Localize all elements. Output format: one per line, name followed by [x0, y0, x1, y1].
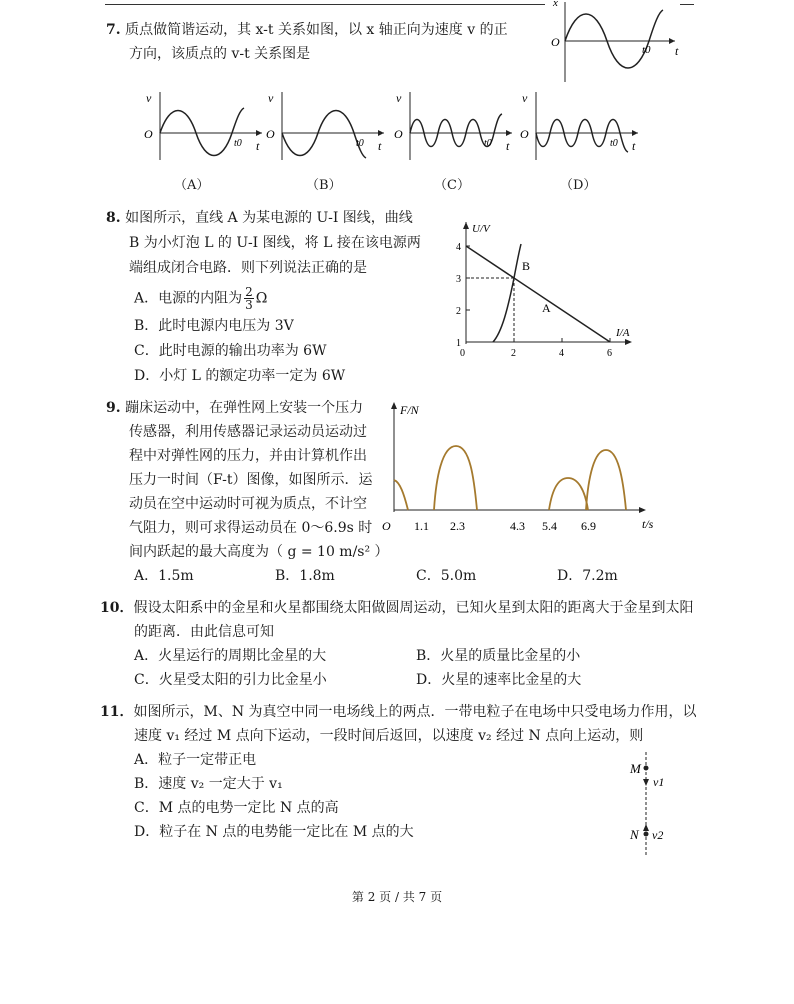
- q8-label-b: B: [522, 259, 531, 273]
- q11-label-v1: v1: [653, 775, 665, 789]
- q9-line3: 程中对弹性网的压力，并由计算机作出: [129, 448, 367, 464]
- q11-option-a: A．粒子一定带正电: [134, 752, 257, 768]
- q9-option-d: D．7.2m: [557, 568, 618, 584]
- q8-option-d: D．小灯 L 的额定功率一定为 6W: [134, 368, 346, 384]
- q8-option-a-unit: Ω: [255, 290, 268, 307]
- q7-opt-a-yaxis: v: [146, 91, 152, 105]
- q9-option-b: B．1.8m: [275, 568, 335, 584]
- q7-number: 7.: [106, 22, 121, 38]
- q7-opt-b-yaxis: v: [268, 91, 274, 105]
- q9-line6: 气阻力，则可求得运动员在 0～6.9s 时: [129, 520, 373, 536]
- q11-label-v2: v2: [652, 828, 664, 842]
- q8-option-a: [134, 286, 267, 311]
- q7-xt-graph: [545, 0, 685, 84]
- q9-text-1: 蹦床运动中，在弹性网上安装一个压力: [125, 400, 364, 416]
- q8-line2: B 为小灯泡 L 的 U-I 图线，将 L 接在该电源两: [129, 235, 421, 251]
- q7-opt-c-xaxis: t: [506, 139, 510, 153]
- q8-ytick-4: 4: [456, 242, 461, 253]
- q11-line2: 速度 v₁ 经过 M 点向下运动，一段时间后返回，以速度 v₂ 经过 N 点向上运动，则: [134, 728, 644, 744]
- q8-option-a-text: A．电源的内阻为: [134, 290, 243, 307]
- q8-graph-xaxis: I/A: [616, 327, 630, 339]
- q7-text-1: 质点做简谐运动，其 x-t 关系如图，以 x 轴正向为速度 v 的正: [125, 22, 508, 38]
- q9-option-c: C．5.0m: [416, 568, 477, 584]
- q9-xtick-2: 2.3: [450, 519, 465, 533]
- q9-graph-origin: O: [382, 519, 391, 533]
- q7-main-xaxis: t: [675, 44, 679, 58]
- q9-line5: 动员在空中运动时可视为质点，不计空: [129, 496, 367, 512]
- q11-label-m: M: [630, 761, 641, 776]
- q11-option-c: C．M 点的电势一定比 N 点的高: [134, 800, 339, 816]
- q7-option-label-a: （A）: [174, 178, 210, 193]
- page-footer: 第 2 页 / 共 7 页: [351, 890, 443, 904]
- q7-option-label-d: （D）: [560, 178, 597, 193]
- q9-line2: 传感器，利用传感器记录运动员运动过: [129, 424, 367, 440]
- q8-ytick-1: 1: [456, 338, 461, 349]
- q7-opt-d-mark: t0: [610, 138, 618, 149]
- q8-option-c: C．此时电源的输出功率为 6W: [134, 343, 327, 359]
- q8-number: 8.: [106, 210, 121, 226]
- q9-force-arch-3: [586, 450, 626, 510]
- q8-graph-yaxis: U/V: [472, 223, 490, 235]
- q7-main-yaxis: x: [553, 0, 558, 9]
- q11-option-b: B．速度 v₂ 一定大于 v₁: [134, 776, 283, 792]
- q9-graph-xaxis: t/s: [642, 517, 654, 531]
- q8-ytick-3: 3: [456, 274, 461, 285]
- q9-xtick-3: 4.3: [510, 519, 525, 533]
- q8-xtick-2: 2: [511, 348, 516, 359]
- q10-option-d: D．火星的速率比金星的大: [416, 672, 582, 688]
- q7-main-origin: O: [551, 35, 560, 49]
- q8-ytick-2: 2: [456, 306, 461, 317]
- q7-opt-b-xaxis: t: [378, 139, 382, 153]
- q9-number: 9.: [106, 400, 121, 416]
- q9-xtick-1: 1.1: [414, 519, 429, 533]
- q10-line1: [100, 596, 693, 620]
- q9-line7: 间内跃起的最大高度为（ g = 10 m/s² ）: [129, 544, 389, 560]
- q7-option-graph-b: [262, 88, 387, 162]
- q11-line1: [100, 700, 697, 724]
- q8-xtick-6: 6: [607, 348, 612, 359]
- q11-field-line-figure: [620, 748, 680, 858]
- q7-line2: 方向，该质点的 v-t 关系图是: [129, 46, 311, 62]
- q7-opt-d-xaxis: t: [632, 139, 636, 153]
- q7-option-label-c: （C）: [434, 178, 470, 193]
- q9-option-a: A．1.5m: [134, 568, 194, 584]
- top-rule: [105, 4, 545, 5]
- q8-ui-graph: [452, 218, 642, 362]
- q7-option-graph-d: [516, 88, 641, 162]
- q8-label-a: A: [542, 301, 551, 315]
- q8-line3: 端组成闭合电路．则下列说法正确的是: [129, 260, 367, 276]
- q8-line1: [106, 206, 413, 230]
- q8-option-a-fraction: [244, 286, 254, 311]
- q9-xtick-4: 5.4: [542, 519, 557, 533]
- q7-opt-a-origin: O: [144, 127, 153, 141]
- q10-text-1: 假设太阳系中的金星和火星都围绕太阳做圆周运动，已知火星到太阳的距离大于金星到太阳: [133, 600, 694, 616]
- q8-frac-num: 2: [245, 285, 253, 299]
- q10-option-c: C．火星受太阳的引力比金星小: [134, 672, 327, 688]
- q7-opt-d-origin: O: [520, 127, 529, 141]
- q7-main-mark: t0: [642, 44, 651, 56]
- q8-option-b: B．此时电源内电压为 3V: [134, 318, 294, 334]
- q9-ft-graph: [380, 398, 670, 538]
- q9-force-curve: [394, 446, 642, 510]
- q7-opt-c-mark: t0: [484, 138, 492, 149]
- q10-option-b: B．火星的质量比金星的小: [416, 648, 581, 664]
- q7-opt-d-yaxis: v: [522, 91, 528, 105]
- q7-opt-c-origin: O: [394, 127, 403, 141]
- q8-xtick-4: 4: [559, 348, 564, 359]
- q9-line4: 压力一时间（F-t）图像，如图所示．运: [129, 472, 373, 488]
- q9-graph-yaxis: F/N: [400, 403, 419, 417]
- q11-number: 11．: [100, 704, 134, 720]
- q8-frac-den: 3: [245, 298, 253, 312]
- q10-option-a: A．火星运行的周期比金星的大: [134, 648, 327, 664]
- q7-line1: [106, 18, 508, 42]
- q7-opt-b-origin: O: [266, 127, 275, 141]
- q9-line1: [106, 396, 363, 420]
- q7-opt-c-yaxis: v: [396, 91, 402, 105]
- q7-opt-a-mark: t0: [234, 138, 242, 149]
- q7-option-label-b: （B）: [306, 178, 342, 193]
- q11-option-d: D．粒子在 N 点的电势能一定比在 M 点的大: [134, 824, 414, 840]
- q7-opt-a-xaxis: t: [256, 139, 260, 153]
- q9-xtick-5: 6.9: [581, 519, 596, 533]
- q7-option-graph-c: [390, 88, 515, 162]
- q7-opt-b-mark: t0: [356, 138, 364, 149]
- q10-number: 10．: [100, 600, 134, 616]
- q7-option-graph-a: [140, 88, 265, 162]
- q11-label-n: N: [630, 827, 639, 842]
- q8-graph-origin: 0: [460, 348, 465, 359]
- q11-text-1: 如图所示，M、N 为真空中同一电场线上的两点．一带电粒子在电场中只受电场力作用，以: [133, 704, 697, 720]
- q8-text-1: 如图所示，直线 A 为某电源的 U-I 图线，曲线: [125, 210, 413, 226]
- q10-line2: 的距离．由此信息可知: [134, 624, 274, 640]
